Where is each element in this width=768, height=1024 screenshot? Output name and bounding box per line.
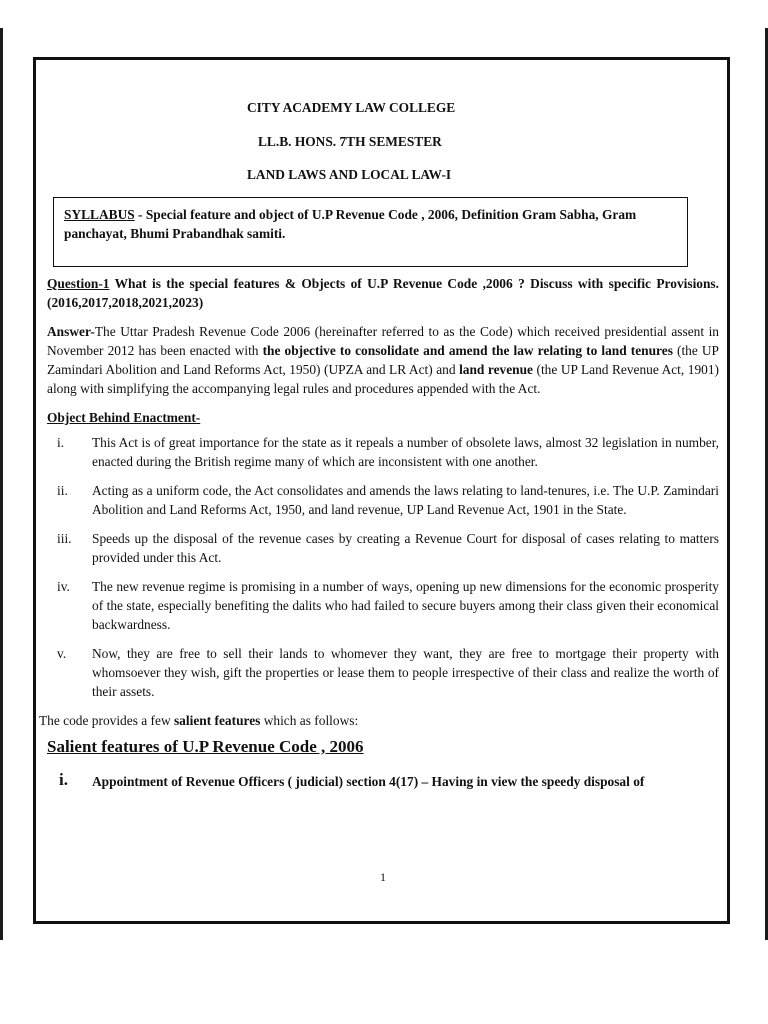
features-intro-bold: salient features (173, 713, 261, 728)
list-item (47, 644, 719, 701)
document-body (39, 98, 719, 791)
syllabus-text: - Special feature and object of U.P Revenue Code , 2006, Definition Gram Sabha, Gram panchayat, Bhumi Prabandhak samiti. (64, 207, 637, 241)
question-label: Question-1 (47, 276, 110, 291)
salient-features-heading: Salient features of U.P Revenue Code , 2006 (47, 737, 364, 756)
list-item-number: v. (57, 646, 67, 661)
list-item-number: ii. (57, 483, 68, 498)
list-item (47, 577, 719, 634)
answer-bold2: land revenue (459, 362, 533, 377)
features-intro-part1: The code provides a few (39, 713, 174, 728)
object-heading: Object Behind Enactment- (47, 410, 201, 425)
syllabus-box (53, 197, 688, 267)
course-name: LL.B. HONS. 7TH SEMESTER (258, 134, 442, 149)
list-item-number: iii. (57, 531, 72, 546)
features-intro-part2: which as follows: (260, 713, 359, 728)
list-item-text: Now, they are free to sell their lands to whomever they want, they are free to mortgage their property with whomsoever they wish, gift the properties or lease them to people irrespective of their class and realize the worth of their assets. (92, 646, 719, 699)
answer-paragraph (47, 322, 719, 398)
page-number: 1 (380, 870, 386, 884)
list-item (47, 433, 719, 471)
list-item-number: i. (57, 435, 65, 450)
college-name: CITY ACADEMY LAW COLLEGE (247, 100, 456, 115)
list-item-text: This Act is of great importance for the state as it repeals a number of obsolete laws, almost 32 legislation in number, enacted during the British regime many of which are inconsistent with one another. (92, 435, 719, 469)
question-text: What is the special features & Objects of U.P Revenue Code ,2006 ? Discuss with specific Provisions. (2016,2017,2018,2021,2023) (47, 276, 719, 310)
subject-title: LAND LAWS AND LOCAL LAW-I (247, 167, 452, 182)
answer-label: Answer- (47, 324, 95, 339)
list-item-number: iv. (57, 579, 70, 594)
salient-point-1 (47, 772, 719, 791)
salient-point-number: i. (59, 770, 68, 789)
list-item (47, 529, 719, 567)
question-1 (47, 274, 719, 312)
answer-part2: (the UP Zamindari Abolition and Land Reforms Act, 1950) (UPZA and LR Act) and (47, 343, 719, 377)
page-edge-left (0, 28, 3, 940)
features-intro (39, 711, 719, 730)
salient-point-text: Appointment of Revenue Officers ( judicial) section 4(17) – Having in view the speedy disposal of (92, 774, 645, 789)
list-item-text: The new revenue regime is promising in a number of ways, opening up new dimensions for the economic prosperity of the state, especially benefiting the dalits who had failed to secure buyers among their class given their economical backwardness. (92, 579, 719, 632)
object-list (47, 433, 719, 701)
syllabus-label: SYLLABUS (64, 207, 135, 222)
answer-part3: (the UP Land Revenue Act, 1901) along with simplifying the accompanying legal rules and procedures appended with the Act. (47, 362, 719, 396)
list-item-text: Speeds up the disposal of the revenue cases by creating a Revenue Court for disposal of cases relating to matters provided under this Act. (92, 531, 719, 565)
list-item-text: Acting as a uniform code, the Act consolidates and amends the laws relating to land-tenures, i.e. The U.P. Zamindari Abolition and Land Reforms Act, 1950, and land revenue, UP Land Revenue Act, 1901 in the State. (92, 483, 719, 517)
list-item (47, 481, 719, 519)
answer-bold1: the objective to consolidate and amend the law relating to land tenures (262, 343, 673, 358)
answer-part1: The Uttar Pradesh Revenue Code 2006 (hereinafter referred to as the Code) which received presidential assent in November 2012 has been enacted with (47, 324, 719, 358)
